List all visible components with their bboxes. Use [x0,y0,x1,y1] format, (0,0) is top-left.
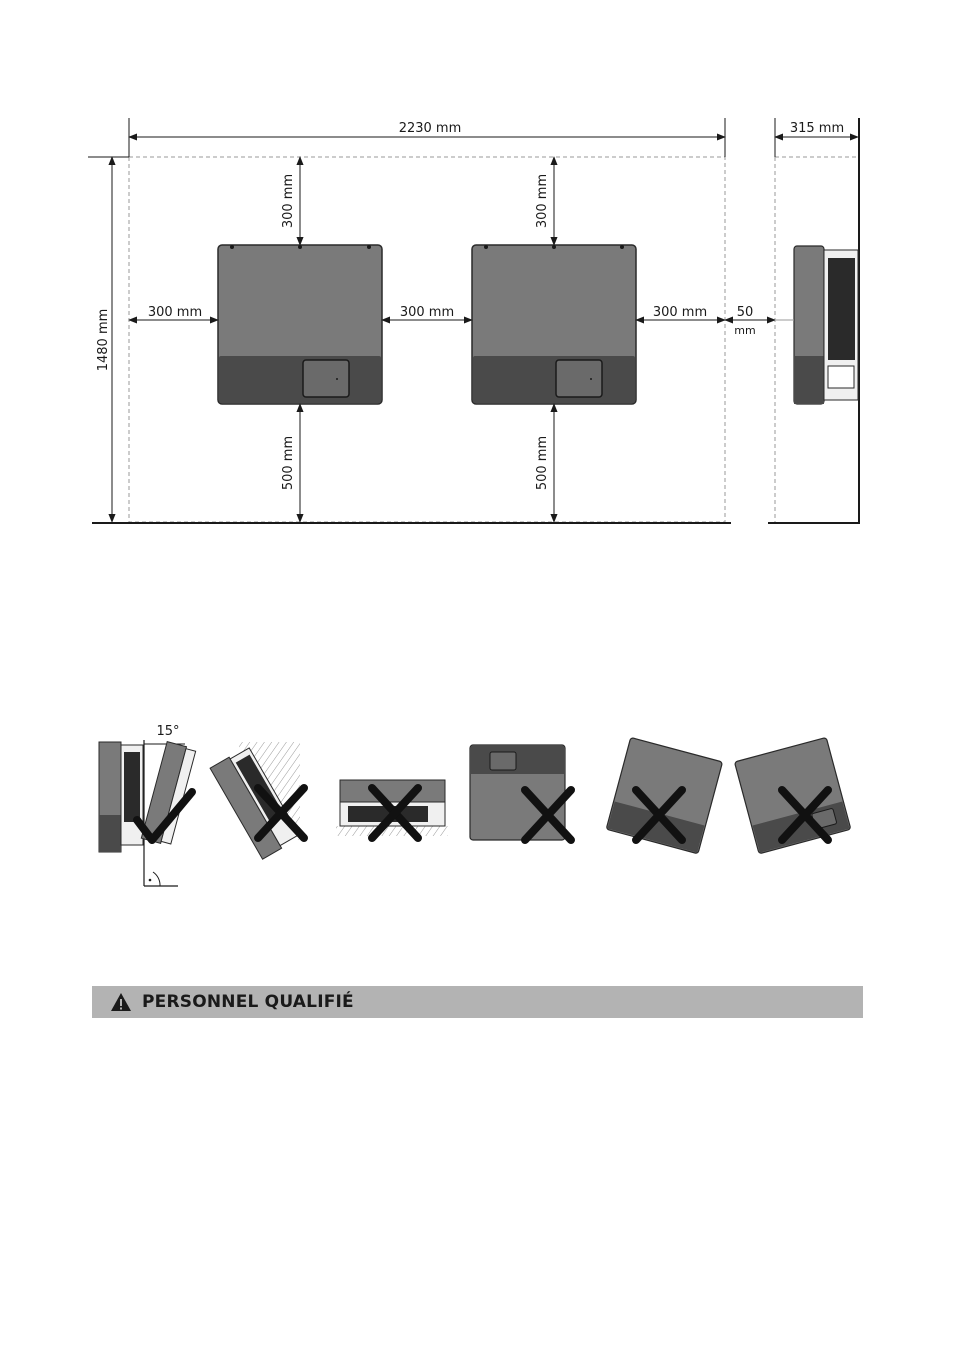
dim-right-clearance: 300 mm [652,305,708,320]
dim-bottom-clearance-1: 500 mm [281,435,296,491]
dim-top-clearance-2: 300 mm [535,173,550,229]
position-not-allowed-horizontal [336,780,448,838]
dim-top-clearance-1: 300 mm [281,173,296,229]
position-not-allowed-rotated-left [734,737,850,853]
inverter-side [794,246,858,404]
inverter-front-2 [472,245,636,404]
warning-triangle-icon [110,992,132,1012]
position-allowed-tilt [99,724,196,886]
inverter-front-1 [218,245,382,404]
warning-title: PERSONNEL QUALIFIÉ [142,992,354,1012]
position-not-allowed-rotated-right [606,737,722,853]
dim-rear-clearance-value: 50 [736,305,754,320]
warning-bar [92,986,863,1018]
position-not-allowed-upside-down [470,745,571,840]
dim-middle-clearance: 300 mm [399,305,455,320]
dim-total-width: 2230 mm [398,121,462,136]
mounting-positions [99,724,851,886]
dim-bottom-clearance-2: 500 mm [535,435,550,491]
dim-left-clearance: 300 mm [147,305,203,320]
position-not-allowed-forward [210,742,304,859]
angle-label: 15° [156,724,180,739]
clearance-diagram [88,118,860,523]
dim-depth: 315 mm [789,121,845,136]
dim-height: 1480 mm [96,308,111,372]
dim-rear-clearance-unit: mm [734,324,756,337]
